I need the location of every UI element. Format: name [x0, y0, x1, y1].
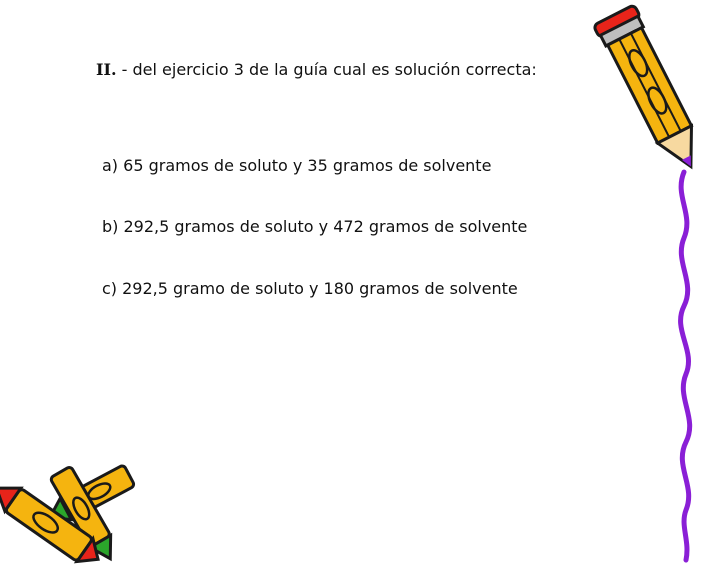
question-number: II. [96, 60, 117, 79]
option-c: c) 292,5 gramo de soluto y 180 gramos de solvente [102, 279, 518, 298]
crayons-icon [0, 448, 150, 567]
question-heading [96, 60, 537, 79]
pencil-icon [588, 0, 709, 567]
question-text: - del ejercicio 3 de la guía cual es solución correcta: [116, 60, 537, 79]
option-a: a) 65 gramos de soluto y 35 gramos de solvente [102, 156, 492, 175]
option-b: b) 292,5 gramos de soluto y 472 gramos de solvente [102, 217, 528, 236]
scribble-line-icon [681, 172, 690, 560]
